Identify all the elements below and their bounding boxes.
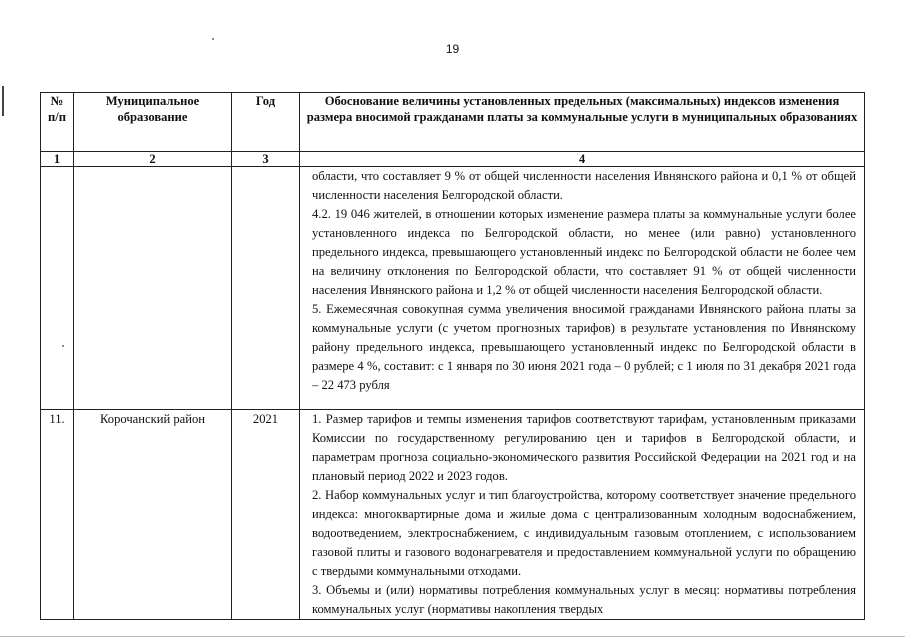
column-number: 2 (74, 152, 232, 167)
paragraph: 2. Набор коммунальных услуг и тип благоустройства, которому соответствует значение предельного индекса: многоквартирные дома и жилые дома с централизованным холодным водоснабжением, водоотведением, электроснабжением, с индивидуальным газовым отоплением, с использованием газовой плиты и газового водонагревателя и предоставлением коммунальной услуги по обращению с твердыми коммунальными отходами. (312, 488, 856, 578)
row-number: 11. (41, 410, 74, 620)
justification-cell (300, 410, 865, 620)
paragraph: 3. Объемы и (или) нормативы потребления коммунальных услуг в месяц: нормативы потребления коммунальных услуг (нормативы накопления твердых (312, 583, 856, 616)
table-header-row (41, 93, 865, 152)
row-year: 2021 (232, 410, 300, 620)
paragraph: области, что составляет 9 % от общей численности населения Ивнянского района и 0,1 % от общей численности населения Белгородской области. (312, 169, 856, 202)
scan-speck (62, 345, 64, 347)
column-number: 1 (41, 152, 74, 167)
column-number: 3 (232, 152, 300, 167)
header-number: № п/п (41, 93, 74, 152)
page-number: 19 (445, 42, 460, 56)
column-number-row (41, 152, 865, 167)
paragraph: 4.2. 19 046 жителей, в отношении которых изменение размера платы за коммунальные услуги более установленного индекса по Белгородской области, но менее (или равно) установленного предельного индекса, превышающего установленный индекс по Белгородской области не более чем на величину отклонения по Белгородской области, что составляет 91 % от общей численности населения Ивнянского района и 1,2 % от общей численности населения Белгородской области. (312, 207, 856, 297)
table-row-11 (41, 410, 865, 620)
scan-speck (212, 38, 214, 40)
header-year: Год (232, 93, 300, 152)
empty-cell (74, 167, 232, 410)
header-municipality: Муниципальное образование (74, 93, 232, 152)
column-number: 4 (300, 152, 865, 167)
empty-cell (41, 167, 74, 410)
empty-cell (232, 167, 300, 410)
justification-cell (300, 167, 865, 410)
scan-edge (2, 86, 4, 116)
scan-edge (0, 636, 905, 637)
table-row-continuation (41, 167, 865, 410)
paragraph: 5. Ежемесячная совокупная сумма увеличения вносимой гражданами Ивнянского района платы за коммунальные услуги (с учетом прогнозных тарифов) в результате установления по Ивнянскому району предельного индекса, превышающего установленный индекс по Белгородской области в размере 4 %, составит: с 1 января по 30 июня 2021 года – 0 рублей; с 1 июля по 31 декабря 2021 года – 22 473 рубля (312, 302, 856, 392)
justification-table (40, 92, 865, 620)
header-justification: Обоснование величины установленных предельных (максимальных) индексов изменения размера вносимой гражданами платы за коммунальные услуги в муниципальных образованиях (300, 93, 865, 152)
paragraph: 1. Размер тарифов и темпы изменения тарифов соответствуют тарифам, установленным приказами Комиссии по государственному регулированию цен и тарифов в Белгородской области, и параметрам прогноза социально-экономического развития Российской Федерации на 2021 год и на плановый период 2022 и 2023 годов. (312, 412, 856, 483)
municipality-name: Корочанский район (74, 410, 232, 620)
